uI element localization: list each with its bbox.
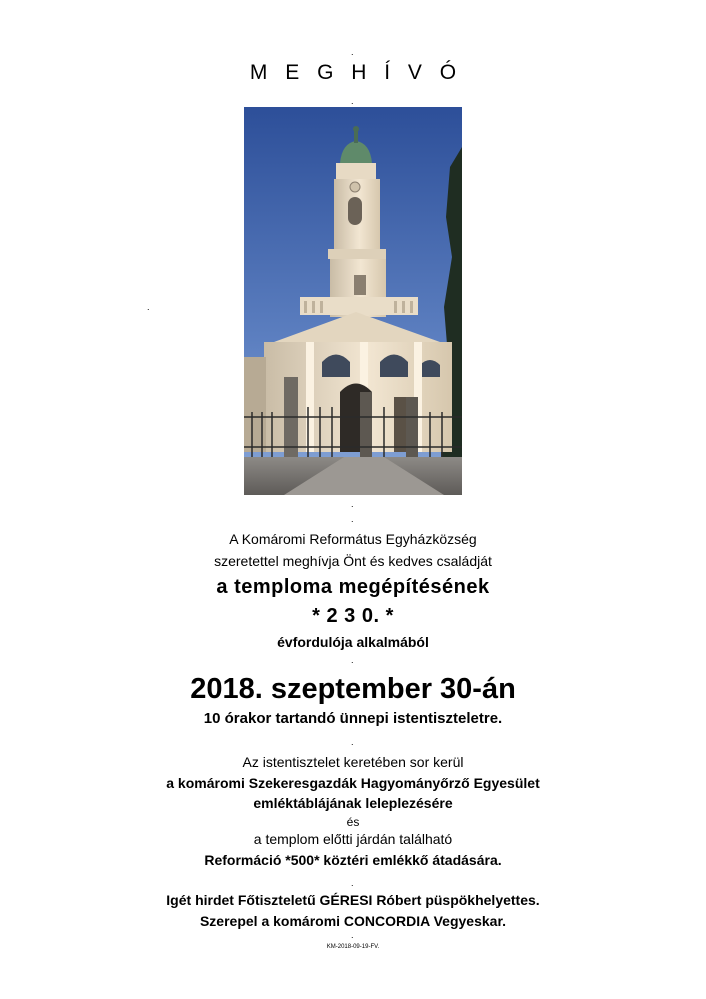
decorative-dot: . <box>351 655 354 665</box>
program-line-5: a templom előtti járdán található <box>253 831 453 847</box>
page-title: M E G H Í V Ó <box>249 61 463 84</box>
program-line-1: Az istentisztelet keretében sor kerül <box>242 754 464 770</box>
decorative-dot: . <box>351 737 354 747</box>
invitation-line-5: évfordulója alkalmából <box>277 634 429 650</box>
program-line-6: Reformáció *500* köztéri emlékkő átadására. <box>204 852 502 868</box>
program-line-3: emléktáblájának leleplezésére <box>253 795 453 811</box>
invitation-line-3: a temploma megépítésének <box>216 576 490 598</box>
decorative-dot: . <box>351 514 354 524</box>
program-line-4: és <box>346 815 360 829</box>
event-time: 10 órakor tartandó ünnepi istentiszteletre. <box>203 710 503 727</box>
closing-line-2: Szerepel a komáromi CONCORDIA Vegyeskar. <box>199 913 507 929</box>
anniversary-number: * 2 3 0. * <box>312 605 394 627</box>
decorative-dot: . <box>351 878 354 888</box>
event-date: 2018. szeptember 30-án <box>190 673 516 705</box>
decorative-dot: . <box>351 47 354 57</box>
church-photo <box>244 107 462 495</box>
footer-code: KM-2018-09-19-FV. <box>326 944 380 950</box>
invitation-line-1: A Komáromi Református Egyházközség <box>229 531 477 547</box>
closing-line-1: Igét hirdet Főtiszteletű GÉRESI Róbert püspökhelyettes. <box>166 892 540 908</box>
decorative-dot: . <box>351 96 354 106</box>
decorative-dot: . <box>147 302 150 312</box>
church-tower-icon <box>244 107 462 495</box>
decorative-dot: . <box>351 930 354 940</box>
decorative-dot: . <box>351 499 354 509</box>
invitation-line-2: szeretettel meghívja Önt és kedves családját <box>214 553 492 569</box>
program-line-2: a komáromi Szekeresgazdák Hagyományőrző Egyesület <box>166 775 540 791</box>
